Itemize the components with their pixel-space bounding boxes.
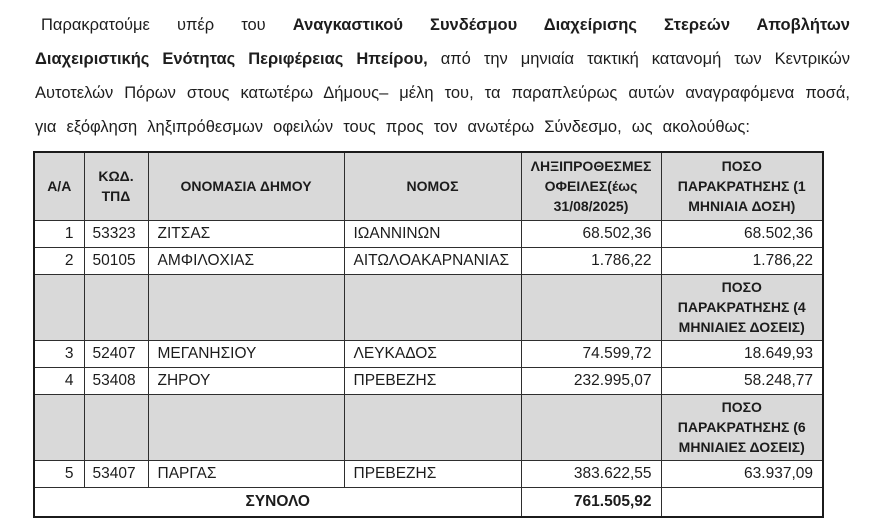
cell-municipality: ΑΜΦΙΛΟΧΙΑΣ: [148, 247, 344, 274]
cell-overdue-amount: 1.786,22: [521, 247, 661, 274]
cell-code: 52407: [84, 340, 148, 367]
col-header-index: Α/Α: [34, 152, 84, 220]
cell-index: 5: [34, 460, 84, 487]
cell-index: 1: [34, 220, 84, 247]
cell-municipality: ΖΗΡΟΥ: [148, 367, 344, 394]
band-empty-cell: [148, 274, 344, 340]
band-empty-cell: [344, 274, 521, 340]
table-row: [34, 340, 823, 367]
col-header-code: ΚΩΔ. ΤΠΔ: [84, 152, 148, 220]
withholding-table: [33, 151, 824, 518]
installment-band-row: [34, 274, 823, 340]
total-empty-cell: [661, 487, 823, 517]
intro-text-suffix: από την μηνιαία τακτική κατανομή των Κεντρικών Αυτοτελών Πόρων στους κατωτέρω Δήμους– μέλη του, τα παραπλεύρως αυτών αναγραφόμενα ποσά, για εξόφληση ληξιπρόθεσμων οφειλών τους προς τον ανωτέρω Σύνδεσμο, ως ακολούθως:: [35, 50, 850, 136]
band-empty-cell: [521, 394, 661, 460]
band-empty-cell: [84, 394, 148, 460]
cell-prefecture: ΙΩΑΝΝΙΝΩΝ: [344, 220, 521, 247]
cell-overdue-amount: 232.995,07: [521, 367, 661, 394]
cell-overdue-amount: 74.599,72: [521, 340, 661, 367]
cell-municipality: ΖΙΤΣΑΣ: [148, 220, 344, 247]
cell-withholding-amount: 18.649,93: [661, 340, 823, 367]
intro-paragraph: [35, 0, 850, 144]
installment-band-row: [34, 394, 823, 460]
cell-withholding-amount: 58.248,77: [661, 367, 823, 394]
band-empty-cell: [34, 274, 84, 340]
table-body: [34, 220, 823, 517]
cell-code: 53408: [84, 367, 148, 394]
installment-band-label: ΠΟΣΟ ΠΑΡΑΚΡΑΤΗΣΗΣ (6 ΜΗΝΙΑΙΕΣ ΔΟΣΕΙΣ): [661, 394, 823, 460]
cell-index: 2: [34, 247, 84, 274]
cell-overdue-amount: 68.502,36: [521, 220, 661, 247]
intro-text-prefix: Παρακρατούμε υπέρ του: [41, 16, 266, 34]
cell-index: 4: [34, 367, 84, 394]
table-row: [34, 367, 823, 394]
band-empty-cell: [84, 274, 148, 340]
table-row: [34, 247, 823, 274]
table-row: [34, 460, 823, 487]
band-empty-cell: [148, 394, 344, 460]
cell-code: 50105: [84, 247, 148, 274]
header-row: [34, 152, 823, 220]
cell-withholding-amount: 68.502,36: [661, 220, 823, 247]
total-amount: 761.505,92: [521, 487, 661, 517]
band-empty-cell: [34, 394, 84, 460]
cell-overdue-amount: 383.622,55: [521, 460, 661, 487]
cell-prefecture: ΠΡΕΒΕΖΗΣ: [344, 460, 521, 487]
cell-municipality: ΠΑΡΓΑΣ: [148, 460, 344, 487]
col-header-municipality: ΟΝΟΜΑΣΙΑ ΔΗΜΟΥ: [148, 152, 344, 220]
table-row: [34, 220, 823, 247]
total-label: ΣΥΝΟΛΟ: [34, 487, 521, 517]
cell-prefecture: ΠΡΕΒΕΖΗΣ: [344, 367, 521, 394]
cell-withholding-amount: 63.937,09: [661, 460, 823, 487]
cell-code: 53323: [84, 220, 148, 247]
cell-index: 3: [34, 340, 84, 367]
cell-prefecture: ΛΕΥΚΑΔΟΣ: [344, 340, 521, 367]
col-header-overdue: ΛΗΞΙΠΡΟΘΕΣΜΕΣ ΟΦΕΙΛΕΣ(έως 31/08/2025): [521, 152, 661, 220]
table-header: [34, 152, 823, 220]
col-header-prefecture: ΝΟΜΟΣ: [344, 152, 521, 220]
cell-withholding-amount: 1.786,22: [661, 247, 823, 274]
cell-municipality: ΜΕΓΑΝΗΣΙΟΥ: [148, 340, 344, 367]
cell-prefecture: ΑΙΤΩΛΟΑΚΑΡΝΑΝΙΑΣ: [344, 247, 521, 274]
total-row: [34, 487, 823, 517]
col-header-withholding: ΠΟΣΟ ΠΑΡΑΚΡΑΤΗΣΗΣ (1 ΜΗΝΙΑΙΑ ΔΟΣΗ): [661, 152, 823, 220]
cell-code: 53407: [84, 460, 148, 487]
band-empty-cell: [344, 394, 521, 460]
intro-text-bold: Αναγκαστικού Συνδέσμου Διαχείρισης Στερεών Αποβλήτων Διαχειριστικής Ενότητας Περιφέρειας Ηπείρου,: [35, 16, 850, 68]
installment-band-label: ΠΟΣΟ ΠΑΡΑΚΡΑΤΗΣΗΣ (4 ΜΗΝΙΑΙΕΣ ΔΟΣΕΙΣ): [661, 274, 823, 340]
band-empty-cell: [521, 274, 661, 340]
